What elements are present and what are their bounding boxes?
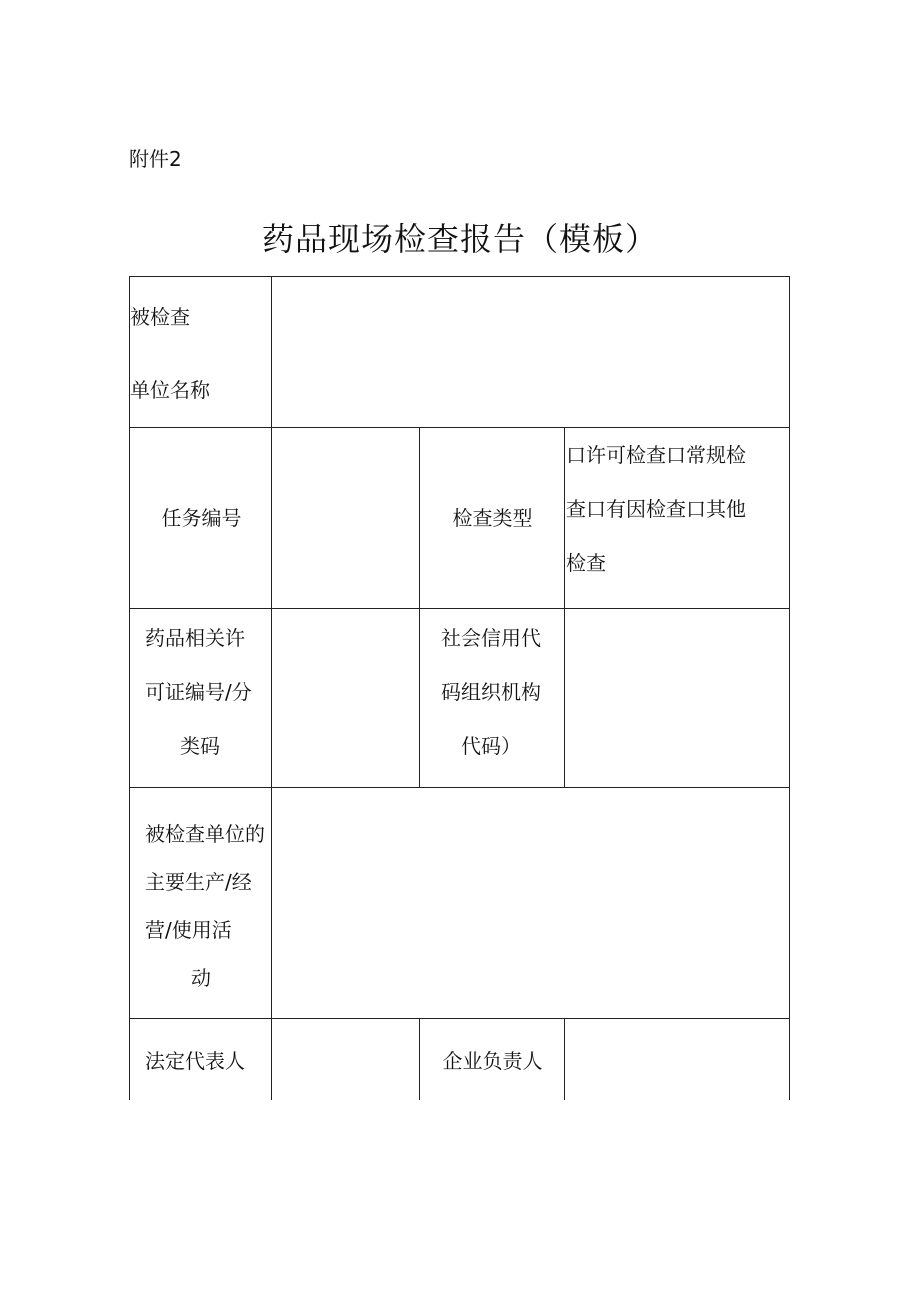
inspected-unit-name-label-line2: 单位名称 [130, 378, 210, 402]
main-activities-field[interactable] [272, 787, 790, 1018]
credit-code-label-line3: 代码） [461, 734, 521, 758]
credit-code-label-line1: 社会信用代 [441, 626, 541, 650]
main-activities-label-line2: 主要生产/经 [145, 870, 252, 894]
enterprise-head-field[interactable] [565, 1018, 790, 1100]
legal-rep-field[interactable] [272, 1018, 420, 1100]
inspection-type-options-line2: 查口有因检查口其他 [566, 497, 746, 521]
license-number-label-line3: 类码 [180, 734, 220, 758]
credit-code-label-line2: 码组织机构 [441, 680, 541, 704]
license-number-field[interactable] [272, 608, 420, 787]
inspected-unit-name-field[interactable] [272, 276, 790, 427]
enterprise-head-label-cell [420, 1018, 565, 1100]
legal-rep-label: 法定代表人 [145, 1049, 245, 1073]
license-number-label-cell [129, 608, 272, 787]
inspection-report-form [129, 276, 790, 1100]
inspected-unit-name-label-line1: 被检查 [130, 305, 190, 329]
main-activities-label-cell [129, 787, 272, 1018]
inspection-type-options-cell[interactable] [565, 427, 790, 608]
credit-code-label-cell [420, 608, 565, 787]
inspection-type-label: 检查类型 [452, 506, 533, 530]
enterprise-head-label: 企业负责人 [442, 1049, 543, 1073]
license-number-label-line2: 可证编号/分 [145, 680, 252, 704]
inspection-type-options-line1: 口许可检查口常规检 [566, 443, 746, 467]
task-number-label-cell [129, 427, 272, 608]
credit-code-field[interactable] [565, 608, 790, 787]
task-number-field[interactable] [272, 427, 420, 608]
main-activities-label-line4: 动 [191, 966, 211, 990]
main-activities-label-line1: 被检查单位的 [145, 822, 265, 846]
inspected-unit-name-label-cell [129, 276, 272, 427]
task-number-label: 任务编号 [161, 506, 242, 530]
legal-rep-label-cell [129, 1018, 272, 1100]
license-number-label-line1: 药品相关许 [145, 626, 245, 650]
inspection-type-options-line3: 检查 [566, 551, 606, 575]
main-activities-label-line3: 营/使用活 [145, 918, 232, 942]
attachment-label: 附件2 [129, 147, 182, 171]
inspection-type-label-cell [420, 427, 565, 608]
document-title: 药品现场检查报告（模板） [261, 220, 658, 258]
